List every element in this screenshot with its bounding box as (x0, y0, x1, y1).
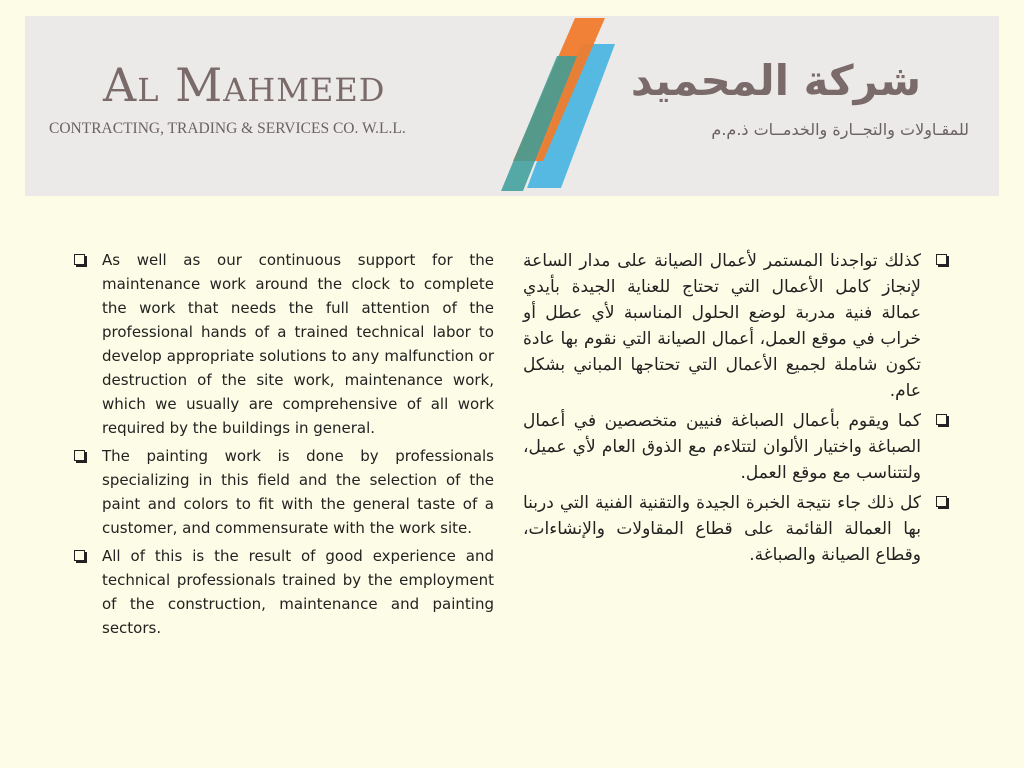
checkbox-bullet-icon (74, 550, 85, 561)
arabic-point (523, 248, 951, 404)
arabic-point-text: كذلك تواجدنا المستمر لأعمال الصيانة على مدار الساعة لإنجاز كامل الأعمال التي تحتاج للعناية الجيدة بأيدي عمالة فنية مدربة لوضع الحلول المناسبة لأي عطل أو خراب في موقع العمل، أعمال الصيانة التي نقوم بها عادة تكون شاملة لجميع الأعمال التي تحتاجها المباني بشكل عام. (523, 251, 921, 401)
company-subtitle-ar: للمقـاولات والتجــارة والخدمــات ذ.م.م (711, 120, 969, 139)
english-point-text: All of this is the result of good experience and technical professionals trained by the employment of the construction, maintenance and painting sectors. (102, 547, 494, 637)
checkbox-bullet-icon (936, 414, 947, 425)
arabic-column (523, 248, 951, 572)
arabic-point (523, 490, 951, 568)
checkbox-bullet-icon (74, 254, 85, 265)
english-point-text: As well as our continuous support for the maintenance work around the clock to complete the work that needs the full attention of the professional hands of a trained technical labor to develop appropriate solutions to any malfunction or destruction of the site work, maintenance work, which we usually are comprehensive of all work required by the buildings in general. (102, 251, 494, 437)
checkbox-bullet-icon (74, 450, 85, 461)
arabic-point (523, 408, 951, 486)
english-column (72, 248, 494, 644)
english-point (72, 544, 494, 640)
english-point (72, 444, 494, 540)
arabic-point-text: كما ويقوم بأعمال الصباغة فنيين متخصصين في أعمال الصباغة واختيار الألوان لتتلاءم مع الذوق العام لأي عميل، ولتتناسب مع موقع العمل. (523, 411, 921, 483)
header-banner (25, 16, 999, 196)
company-emblem-icon (465, 16, 625, 196)
company-name-ar: شركة المحميد (630, 56, 921, 105)
english-point (72, 248, 494, 440)
checkbox-bullet-icon (936, 496, 947, 507)
company-subtitle-en: CONTRACTING, TRADING & SERVICES CO. W.L.L. (49, 120, 406, 137)
company-name-en (103, 58, 385, 112)
checkbox-bullet-icon (936, 254, 947, 265)
english-points-list (72, 248, 494, 640)
arabic-points-list (523, 248, 951, 568)
arabic-point-text: كل ذلك جاء نتيجة الخبرة الجيدة والتقنية الفنية التي دربنا بها العمالة القائمة على قطاع المقاولات والإنشاءات، وقطاع الصيانة والصباغة. (523, 493, 921, 565)
english-point-text: The painting work is done by professionals specializing in this field and the selection of the paint and colors to fit with the general taste of a customer, and commensurate with the work site. (102, 447, 494, 537)
company-name-en-text: Al Mahmeed (103, 58, 386, 112)
